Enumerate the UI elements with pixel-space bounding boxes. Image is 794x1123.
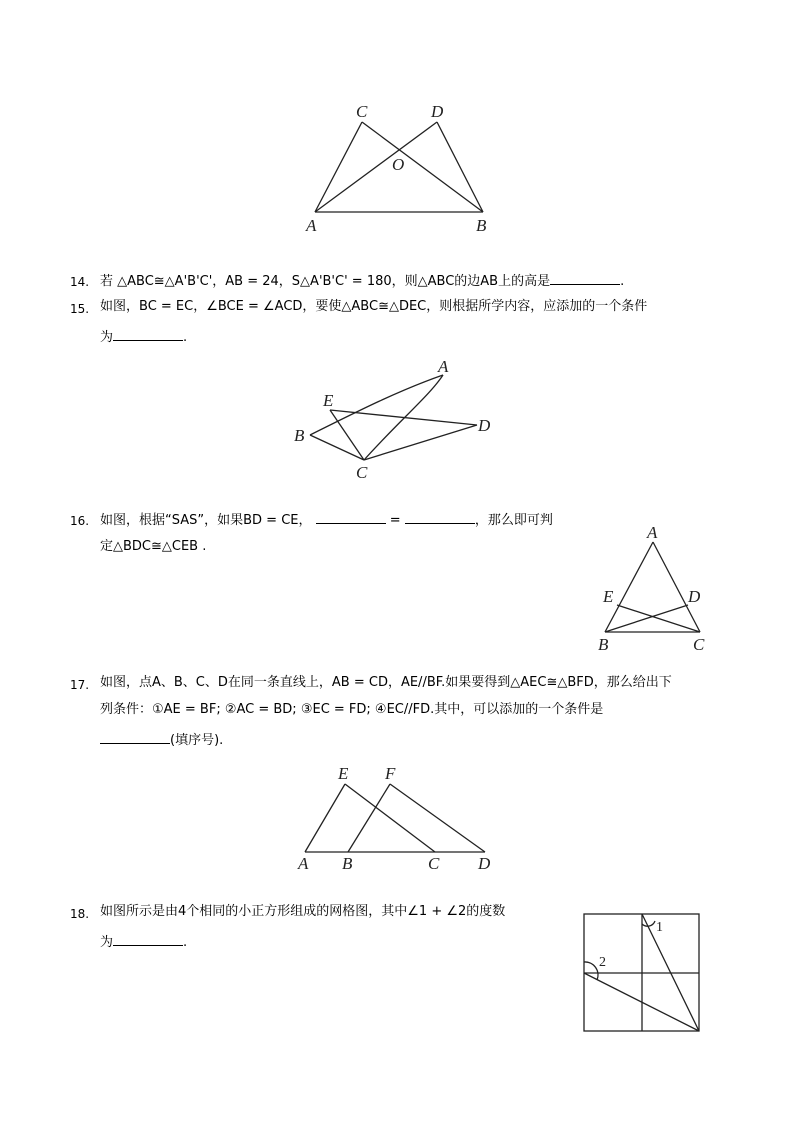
label-a: A [647,523,658,542]
label-a: A [306,216,317,235]
answer-blank[interactable] [100,730,170,744]
question-number: 17. [70,678,90,692]
angle-1-label: 1 [656,920,663,935]
label-e: E [338,764,349,783]
question-text: ，那么即可判 [474,513,553,528]
answer-blank-2[interactable] [405,510,475,524]
question-number: 18. [70,907,90,921]
question-number: 15. [70,302,90,316]
label-b: B [342,854,353,873]
answer-blank-1[interactable] [316,510,386,524]
answer-blank[interactable] [113,327,183,341]
question-number: 16. [70,514,90,528]
label-c: C [356,463,368,482]
question-text: 定△BDC≅△CEB . [100,539,207,554]
equals-sign: = [389,513,401,528]
label-e: E [323,391,334,410]
label-b: B [294,426,305,445]
question-text: 如图所示是由4个相同的小正方形组成的网格图，其中∠1 + ∠2的度数 [100,904,506,919]
question-text: 如图，BC = EC，∠BCE = ∠ACD，要使△ABC≅△DEC，则根据所学内容，应添加的一个条件 [100,299,648,314]
figure-q17 [297,764,491,873]
question-text: 列条件：①AE = BF; ②AC = BD; ③EC = FD; ④EC//FD.其中，可以添加的一个条件是 [100,702,604,717]
question-text: 为 [100,330,114,345]
question-text: (填序号). [170,733,224,748]
label-c: C [693,635,705,654]
punctuation: . [183,330,188,345]
question-text: 若 △ABC≅△A'B'C'，AB = 24，S△A'B'C' = 180，则△ABC的边AB上的高是 [100,274,551,289]
question-number: 14. [70,275,90,289]
punctuation: . [620,274,625,289]
figure-q16 [598,523,705,654]
answer-blank[interactable] [550,271,620,285]
punctuation: . [183,935,188,950]
label-d: D [431,102,444,121]
label-b: B [598,635,609,654]
answer-blank[interactable] [113,932,183,946]
figure-q18-grid [584,914,699,1031]
label-d: D [688,587,701,606]
label-f: F [385,764,396,783]
label-a: A [438,357,449,376]
question-text: 如图，根据“SAS”，如果BD = CE， [100,513,312,528]
label-o: O [392,155,405,174]
label-d: D [478,854,491,873]
question-text: 为 [100,935,114,950]
angle-2-label: 2 [599,955,606,970]
label-c: C [428,854,440,873]
label-a: A [298,854,309,873]
label-b: B [476,216,487,235]
label-c: C [356,102,368,121]
question-text: 如图，点A、B、C、D在同一条直线上，AB = CD，AE//BF.如果要得到△AEC≅△BFD，那么给出下 [100,675,672,690]
figure-q13 [305,102,487,235]
label-e: E [603,587,614,606]
label-d: D [478,416,491,435]
figure-q15 [294,357,491,482]
